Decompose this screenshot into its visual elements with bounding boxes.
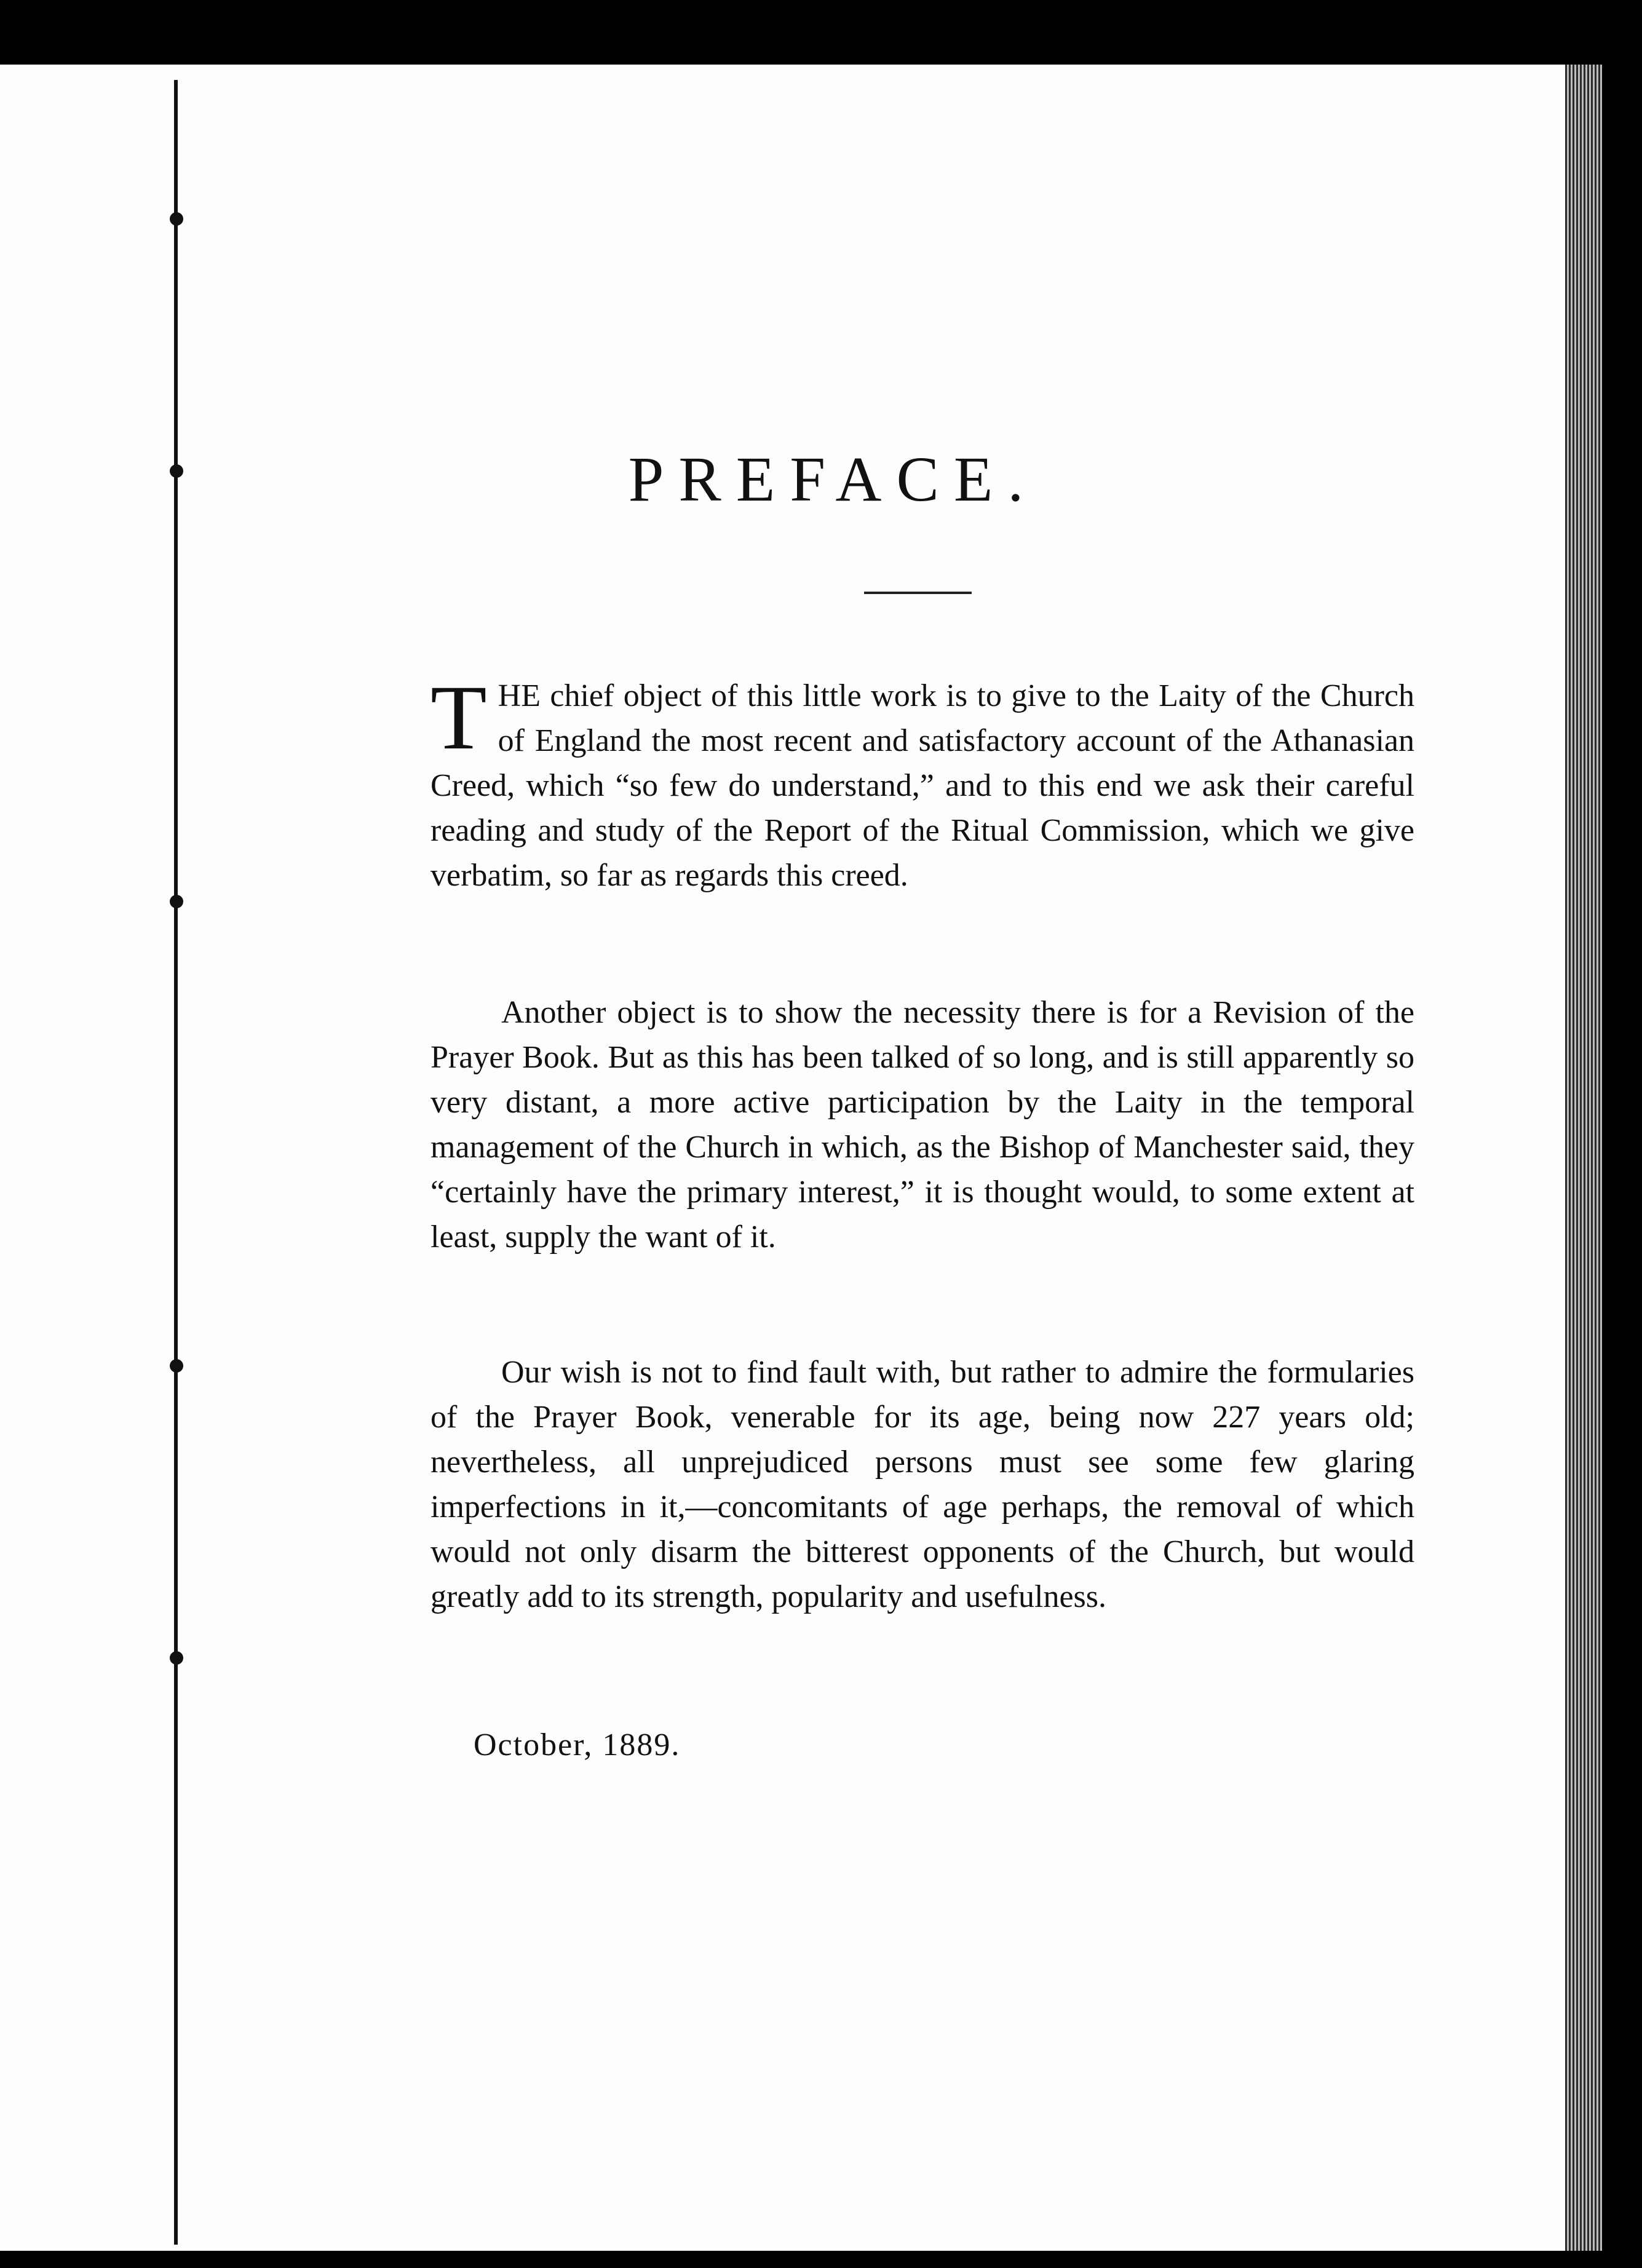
paragraph-text: Our wish is not to find fault with, but rather to admire the formularies of the Prayer Book, venerable for its age, being now 227 years old; nevertheless, all unprejudiced persons must see some few glaring imperfections in it,—concomitants of age perhaps, the removal of which would not only disarm the bitterest opponents of the Church, but would greatly add to its strength, popularity and usefulness.	[430, 1355, 1414, 1614]
binding-thread	[174, 80, 178, 2245]
binding-knot	[170, 1651, 183, 1665]
scan-border	[1602, 0, 1642, 2268]
preface-paragraph-1	[430, 667, 1414, 898]
binding-knot	[170, 1359, 183, 1373]
preface-paragraph-3	[430, 1350, 1414, 1619]
page-edge-stack	[1565, 65, 1602, 2251]
page-gutter	[0, 65, 173, 2251]
binding-knot	[170, 895, 183, 908]
page-title: PREFACE.	[628, 444, 1039, 515]
paragraph-text: Another object is to show the necessity there is for a Revision of the Prayer Book. But as this has been talked of so long, and is still apparently so very distant, a more active participation by the Laity in the temporal management of the Church in which, as the Bishop of Manchester said, they “certainly have the primary interest,” it is thought would, to some extent at least, supply the want of it.	[430, 995, 1414, 1255]
binding-knot	[170, 212, 183, 226]
preface-paragraph-2	[430, 990, 1414, 1259]
paragraph-text: HE chief object of this little work is to give to the Laity of the Church of England the most recent and satisfactory account of the Athanasian Creed, which “so few do understand,” and to this end we ask their careful reading and study of the Report of the Ritual Commission, which we give verbatim, so far as regards this creed.	[430, 678, 1414, 893]
drop-cap: T	[430, 667, 487, 769]
preface-date: October, 1889.	[474, 1727, 681, 1762]
title-divider	[864, 592, 972, 594]
